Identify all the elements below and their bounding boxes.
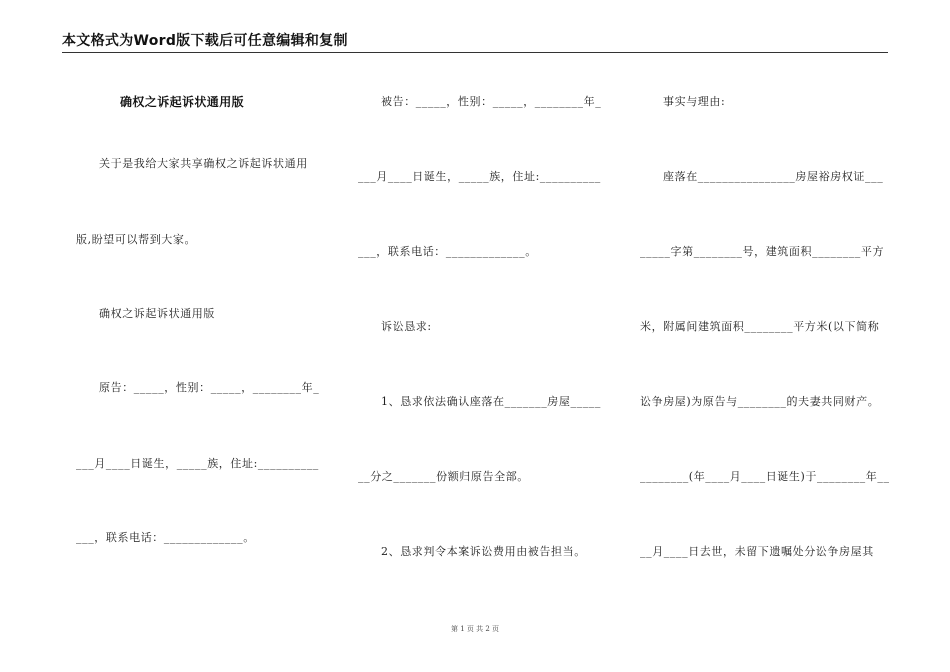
text-line: 原告：_____，性别：_____，________年_ [99, 381, 320, 394]
text-line: 被告：_____，性别：_____，________年_ [381, 95, 602, 108]
text-line: 2、恳求判令本案诉讼费用由被告担当。 [381, 545, 586, 558]
text-line: ___，联系电话：_____________。 [358, 245, 537, 258]
text-line: 座落在________________房屋裕房权证___ [663, 170, 884, 183]
header-divider [62, 52, 888, 53]
text-line: 讼争房屋)为原告与________的夫妻共同财产。 [640, 395, 880, 408]
document-header: 本文格式为Word版下载后可任意编辑和复制 [62, 33, 348, 49]
text-line: 关于是我给大家共享确权之诉起诉状通用 [99, 157, 308, 170]
text-line: 1、恳求依法确认座落在_______房屋_____ [381, 395, 601, 408]
text-line: 米，附属间建筑面积________平方米(以下简称 [640, 320, 880, 333]
section-heading: 事实与理由: [663, 95, 726, 108]
section-heading: 诉讼恳求: [381, 320, 432, 333]
text-line: 版,盼望可以帮到大家。 [76, 233, 197, 246]
text-line: ________(年____月____日诞生)于________年__ [640, 470, 890, 483]
text-line: __月____日去世，未留下遗嘱处分讼争房屋其 [640, 545, 874, 558]
text-line: ___月____日诞生，_____族，住址:__________ [358, 170, 601, 183]
text-line: _____字第________号，建筑面积________平方 [640, 245, 885, 258]
text-line: ___月____日诞生，_____族，住址:__________ [76, 457, 319, 470]
page-number: 第 1 页 共 2 页 [450, 625, 500, 633]
document-title: 确权之诉起诉状通用版 [120, 95, 245, 109]
text-line: __分之_______份额归原告全部。 [358, 470, 529, 483]
section-heading: 确权之诉起诉状通用版 [99, 307, 215, 320]
text-line: ___，联系电话：_____________。 [76, 531, 255, 544]
